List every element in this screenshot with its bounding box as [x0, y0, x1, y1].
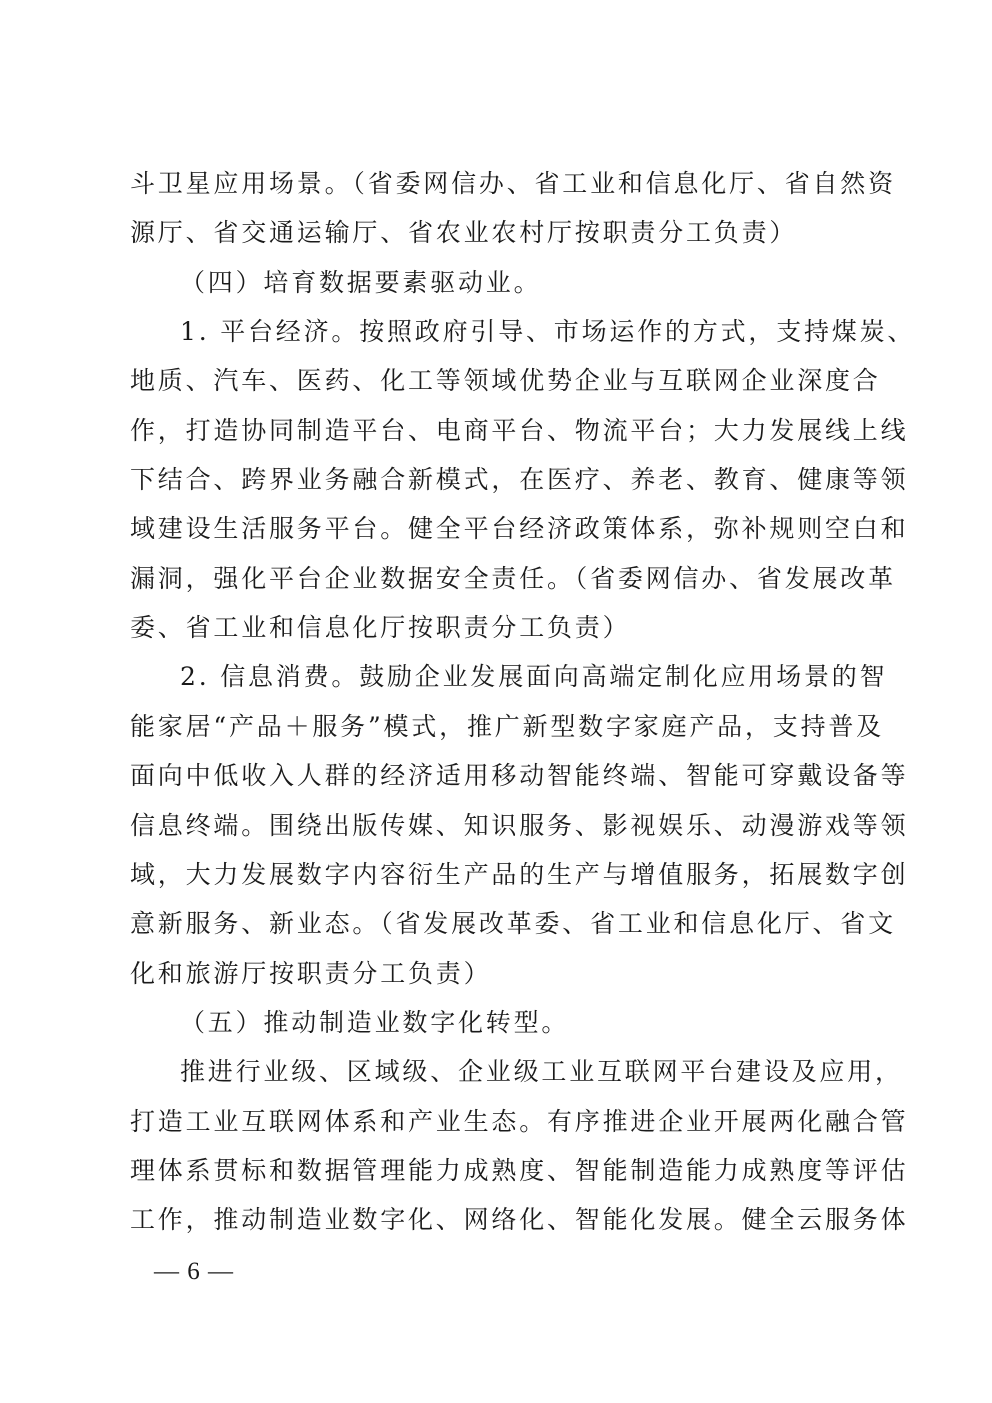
- body-text-line: 理体系贯标和数据管理能力成熟度、智能制造能力成熟度等评估: [130, 1156, 909, 1185]
- body-text-line: 斗卫星应用场景。（省委网信办、省工业和信息化厅、省自然资: [130, 169, 896, 198]
- body-text-line: 2. 信息消费。鼓励企业发展面向高端定制化应用场景的智: [180, 662, 888, 691]
- body-text-line: 域，大力发展数字内容衍生产品的生产与增值服务，拓展数字创: [130, 860, 909, 889]
- body-text-line: 意新服务、新业态。（省发展改革委、省工业和信息化厅、省文: [130, 909, 896, 938]
- body-text-line: 下结合、跨界业务融合新模式，在医疗、养老、教育、健康等领: [130, 465, 909, 494]
- body-text-line: 漏洞，强化平台企业数据安全责任。（省委网信办、省发展改革: [130, 564, 896, 593]
- body-text-line: 域建设生活服务平台。健全平台经济政策体系，弥补规则空白和: [130, 514, 909, 543]
- body-text-line: 能家居“产品＋服务”模式，推广新型数字家庭产品，支持普及: [130, 712, 884, 741]
- body-text-line: 委、省工业和信息化厅按职责分工负责）: [130, 613, 631, 642]
- body-text-line: 面向中低收入人群的经济适用移动智能终端、智能可穿戴设备等: [130, 761, 909, 790]
- body-text-line: 化和旅游厅按职责分工负责）: [130, 959, 492, 988]
- section-heading: （四）培育数据要素驱动业。: [180, 268, 542, 297]
- page-number: — 6 —: [154, 1258, 234, 1285]
- body-text-line: 工作，推动制造业数字化、网络化、智能化发展。健全云服务体: [130, 1205, 909, 1234]
- body-text-line: 作，打造协同制造平台、电商平台、物流平台；大力发展线上线: [130, 416, 909, 445]
- body-text-line: 地质、汽车、医药、化工等领域优势企业与互联网企业深度合: [130, 366, 881, 395]
- body-text-line: 1. 平台经济。按照政府引导、市场运作的方式，支持煤炭、: [180, 317, 916, 346]
- body-text-line: 源厅、省交通运输厅、省农业农村厅按职责分工负责）: [130, 218, 798, 247]
- section-heading: （五）推动制造业数字化转型。: [180, 1008, 570, 1037]
- body-text-line: 推进行业级、区域级、企业级工业互联网平台建设及应用，: [180, 1057, 903, 1086]
- body-text-line: 打造工业互联网体系和产业生态。有序推进企业开展两化融合管: [130, 1107, 909, 1136]
- body-text-line: 信息终端。围绕出版传媒、知识服务、影视娱乐、动漫游戏等领: [130, 811, 909, 840]
